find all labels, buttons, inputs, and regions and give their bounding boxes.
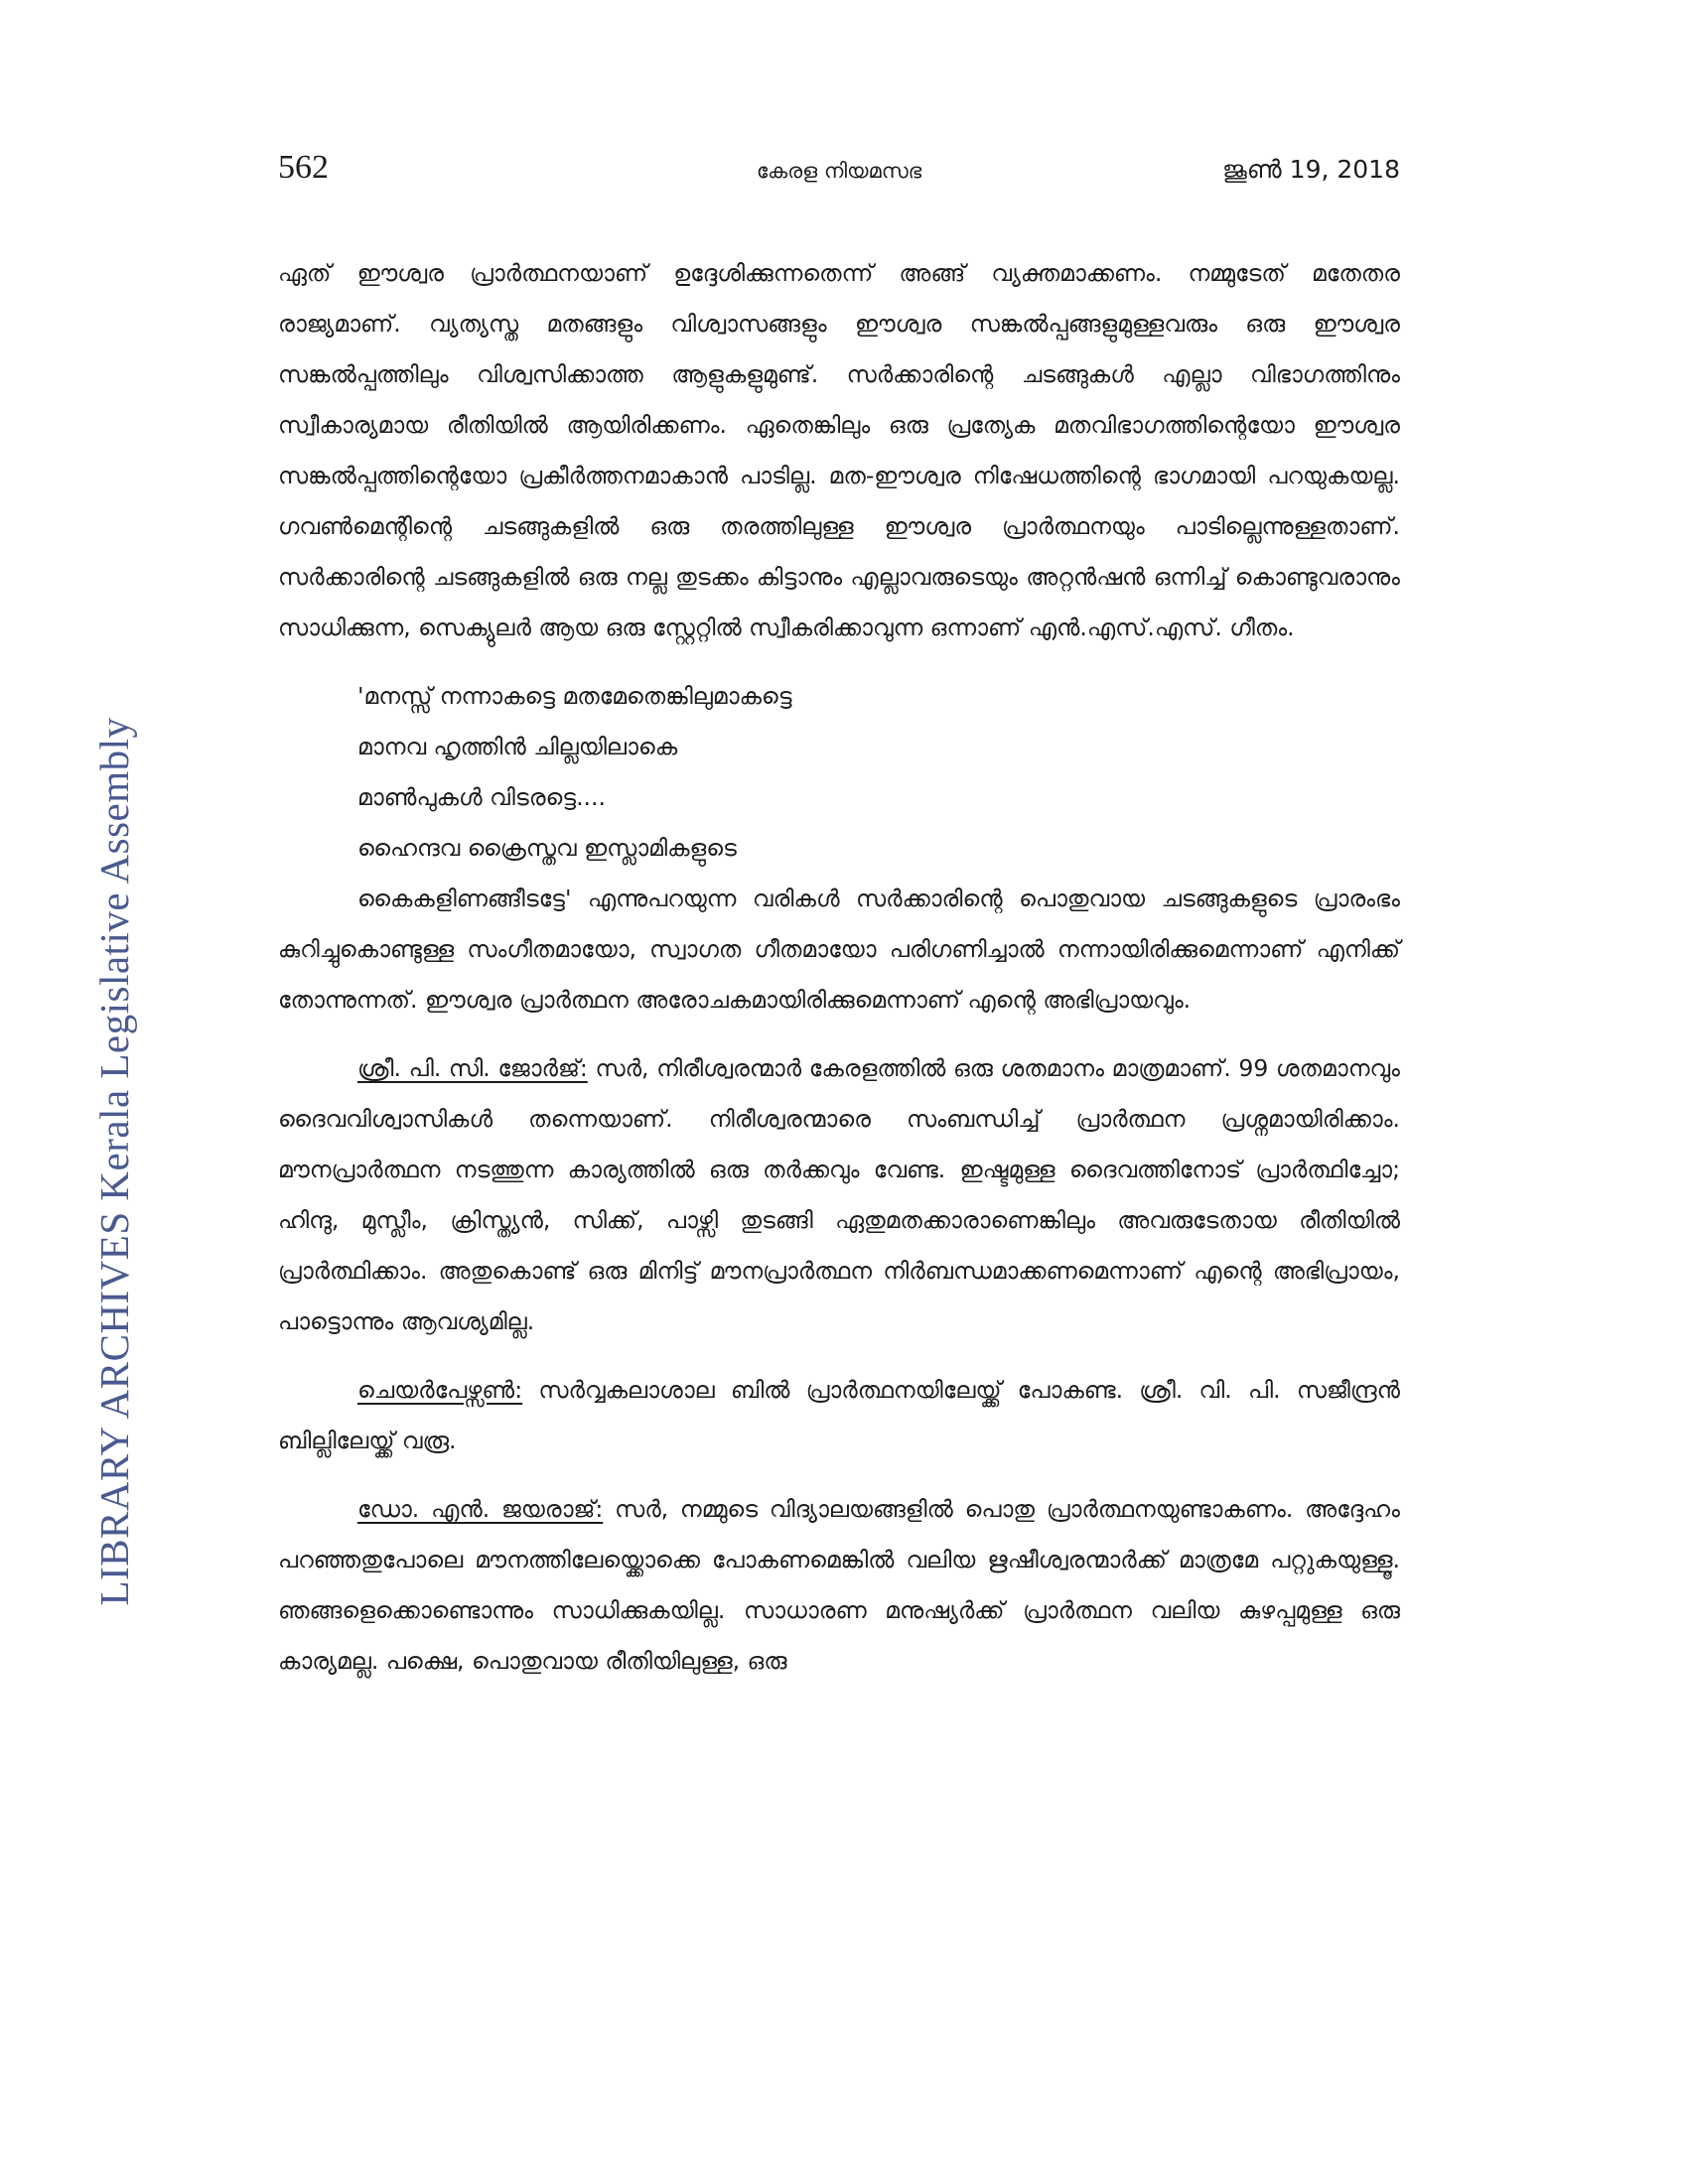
speech-paragraph — [278, 1484, 1400, 1687]
page-number: 562 — [278, 149, 329, 186]
verse-line: മാനവ ഹൃത്തിൻ ചില്ലയിലാകെ — [357, 733, 678, 760]
speech-paragraph — [278, 1043, 1400, 1347]
speech-text: സർ, നമ്മുടെ വിദ്യാലയങ്ങളിൽ പൊതു പ്രാർത്ഥനയുണ്ടാകണം. അദ്ദേഹം പറഞ്ഞതുപോലെ മൗനത്തിലേയ്ക്കൊക്കെ പോകണമെങ്കിൽ വലിയ ഋഷീശ്വരന്മാർക്ക് മാത്രമേ പറ്റുകയുള്ളൂ. ഞങ്ങളെക്കൊണ്ടൊന്നും സാധിക്കുകയില്ല. സാധാരണ മനുഷ്യർക്ക് പ്രാർത്ഥന വലിയ കുഴപ്പമുള്ള ഒരു കാര്യമല്ല. പക്ഷെ, പൊതുവായ രീതിയിലുള്ള, ഒരു — [278, 1495, 1400, 1675]
speaker-name: ഡോ. എൻ. ജയരാജ്: — [357, 1495, 604, 1523]
archive-watermark: LIBRARY ARCHIVES Kerala Legislative Assembly — [91, 717, 137, 1606]
quoted-verse — [278, 671, 1400, 874]
opening-paragraph: ഏത് ഈശ്വര പ്രാർത്ഥനയാണ് ഉദ്ദേശിക്കുന്നതെന്ന് അങ്ങ് വ്യക്തമാക്കണം. നമ്മുടേത് മതേതര രാജ്യമാണ്. വ്യത്യസ്ത മതങ്ങളും വിശ്വാസങ്ങളും ഈശ്വര സങ്കൽപ്പങ്ങളുമുള്ളവരും ഒരു ഈശ്വര സങ്കൽപ്പത്തിലും വിശ്വസിക്കാത്ത ആളുകളുമുണ്ട്. സർക്കാരിന്റെ ചടങ്ങുകൾ എല്ലാ വിഭാഗത്തിനും സ്വീകാര്യമായ രീതിയിൽ ആയിരിക്കണം. ഏതെങ്കിലും ഒരു പ്രത്യേക മതവിഭാഗത്തിന്റെയോ ഈശ്വര സങ്കൽപ്പത്തിന്റെയോ പ്രകീർത്തനമാകാൻ പാടില്ല. മത-ഈശ്വര നിഷേധത്തിന്റെ ഭാഗമായി പറയുകയല്ല. ഗവൺമെന്റിന്റെ ചടങ്ങുകളിൽ ഒരു തരത്തിലുള്ള ഈശ്വര പ്രാർത്ഥനയും പാടില്ലെന്നുള്ളതാണ്. സർക്കാരിന്റെ ചടങ്ങുകളിൽ ഒരു നല്ല തുടക്കം കിട്ടാനും എല്ലാവരുടെയും അറ്റൻഷൻ ഒന്നിച്ച് കൊണ്ടുവരാനും സാധിക്കുന്ന, സെക്യുലർ ആയ ഒരു സ്റ്റേറ്റിൽ സ്വീകരിക്കാവുന്ന ഒന്നാണ് എൻ.എസ്.എസ്. ഗീതം. — [278, 259, 1400, 641]
page-header — [278, 149, 1400, 199]
session-date: ജൂൺ 19, 2018 — [1221, 155, 1400, 184]
speech-text: സർവ്വകലാശാല ബിൽ പ്രാർത്ഥനയിലേയ്ക്ക് പോകണ്ട. ശ്രീ. വി. പി. സജീന്ദ്രൻ ബില്ലിലേയ്ക്ക് വരൂ. — [278, 1376, 1400, 1454]
verse-line: ഹൈന്ദവ ക്രൈസ്തവ ഇസ്ലാമികളുടെ — [357, 834, 737, 862]
verse-line: 'മനസ്സ് നന്നാകട്ടെ മതമേതെങ്കിലുമാകട്ടെ — [357, 682, 792, 710]
speaker-name: ചെയർപേഴ്സൺ: — [357, 1376, 523, 1404]
document-body — [278, 248, 1400, 1687]
verse-followup-paragraph: കൈകളിണങ്ങീടട്ടേ' എന്നുപറയുന്ന വരികൾ സർക്കാരിന്റെ പൊതുവായ ചടങ്ങുകളുടെ പ്രാരംഭം കുറിച്ചുകൊണ്ടുള്ള സംഗീതമായോ, സ്വാഗത ഗീതമായോ പരിഗണിച്ചാൽ നന്നായിരിക്കുമെന്നാണ് എനിക്ക് തോന്നുന്നത്. ഈശ്വര പ്രാർത്ഥന അരോചകമായിരിക്കുമെന്നാണ് എന്റെ അഭിപ്രായവും. — [278, 885, 1400, 1014]
speech-paragraph — [278, 1365, 1400, 1466]
speaker-name: ശ്രീ. പി. സി. ജോർജ്: — [357, 1054, 588, 1082]
speech-text: സർ, നിരീശ്വരന്മാർ കേരളത്തിൽ ഒരു ശതമാനം മാത്രമാണ്. 99 ശതമാനവും ദൈവവിശ്വാസികൾ തന്നെയാണ്. നിരീശ്വരന്മാരെ സംബന്ധിച്ച് പ്രാർത്ഥന പ്രശ്നമായിരിക്കാം. മൗനപ്രാർത്ഥന നടത്തുന്ന കാര്യത്തിൽ ഒരു തർക്കവും വേണ്ട. ഇഷ്ടമുള്ള ദൈവത്തിനോട് പ്രാർത്ഥിച്ചോ; ഹിന്ദു, മുസ്ലീം, ക്രിസ്ത്യൻ, സിക്ക്, പാഴ്സി തുടങ്ങി ഏതുമതക്കാരാണെങ്കിലും അവരുടേതായ രീതിയിൽ പ്രാർത്ഥിക്കാം. അതുകൊണ്ട് ഒരു മിനിട്ട് മൗനപ്രാർത്ഥന നിർബന്ധമാക്കണമെന്നാണ് എന്റെ അഭിപ്രായം, പാട്ടൊന്നും ആവശ്യമില്ല. — [278, 1054, 1400, 1335]
running-title: കേരള നിയമസഭ — [756, 159, 922, 183]
verse-line: മാൺപുകൾ വിടരട്ടെ.... — [357, 783, 606, 811]
